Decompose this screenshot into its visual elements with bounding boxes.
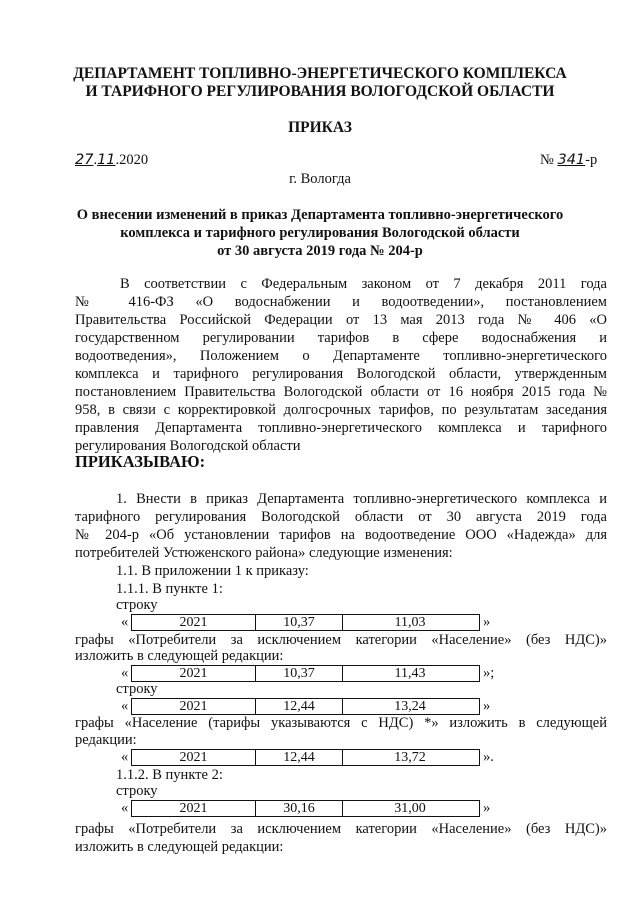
preamble-line: В соответствии с Федеральным законом от 7 декабря 2011 года: [120, 276, 607, 292]
cell-value-1: 10,37: [256, 666, 343, 681]
item1-line: № 204-р «Об установлении тарифов на водоотведение ООО «Надежда» для: [75, 527, 607, 543]
cell-value-2: 31,00: [394, 801, 426, 816]
word-row: строку: [116, 681, 158, 697]
preamble-line: 958, в связи с корректировкой долгосрочных тарифов, по результатам заседания: [75, 402, 607, 418]
title-line2: комплекса и тарифного регулирования Вологодской области: [120, 225, 520, 241]
date-year: .2020: [115, 152, 149, 168]
city: г. Вологда: [289, 171, 351, 187]
cell-value-1: 12,44: [256, 699, 343, 714]
number-value: 341: [557, 152, 586, 168]
preamble-line: № 416-ФЗ «О водоснабжении и водоотведении», постановлением: [75, 294, 607, 310]
graph-non-population-text: графы «Потребители за исключением категории «Население» (без НДС)»: [75, 632, 607, 648]
department-name-line2: И ТАРИФНОГО РЕГУЛИРОВАНИЯ ВОЛОГОДСКОЙ ОБЛАСТИ: [85, 83, 555, 100]
edit-as-text: редакции:: [75, 732, 137, 748]
tariff-table: [131, 698, 480, 715]
cell-value-2: 11,03: [394, 615, 426, 630]
cell-year: 2021: [132, 615, 256, 630]
word-row: строку: [116, 783, 158, 799]
title-line1: О внесении изменений в приказ Департамента топливно-энергетического: [76, 207, 564, 223]
cell-value-1: 10,37: [256, 615, 343, 630]
tariff-table: [131, 749, 480, 766]
cell-value-1: 12,44: [256, 750, 343, 765]
title-line3: от 30 августа 2019 года № 204-р: [217, 243, 423, 259]
subitem-1-1-2: 1.1.2. В пункте 2:: [116, 767, 223, 783]
graph-non-population-text: графы «Потребители за исключением категории «Население» (без НДС)»: [75, 821, 607, 837]
edit-as-text: изложить в следующей редакции:: [75, 839, 284, 855]
cell-value-2: 13,24: [394, 699, 426, 714]
order-word: ПРИКАЗЫВАЮ:: [75, 452, 206, 471]
cell-year: 2021: [132, 801, 256, 816]
cell-value-2: 11,43: [394, 666, 426, 681]
preamble-line: водоотведения», Положением о Департаменте топливно-энергетического: [75, 348, 607, 364]
preamble-line: комплекса и тарифного регулирования Вологодской области, утвержденным: [75, 366, 607, 382]
subitem-1-1: 1.1. В приложении 1 к приказу:: [116, 563, 309, 579]
document-number: № 341-р: [540, 152, 598, 168]
document-type: ПРИКАЗ: [288, 119, 352, 136]
date-day: 27: [75, 152, 94, 168]
graph-population-text: графы «Население (тарифы указываются с НДС) *» изложить в следующей: [75, 715, 607, 731]
cell-value-2: 13,72: [394, 750, 426, 765]
cell-year: 2021: [132, 750, 256, 765]
preamble-line: постановлением Правительства Вологодской области от 16 ноября 2015 года №: [75, 384, 607, 400]
preamble-line: Правительства Российской Федерации от 13 мая 2013 года № 406 «О: [75, 312, 607, 328]
document-date: 27.11.2020: [75, 152, 149, 168]
item1-line: тарифного регулирования Вологодской области от 30 августа 2019 года: [75, 509, 607, 525]
edit-as-text: изложить в следующей редакции:: [75, 648, 284, 664]
cell-value-1: 30,16: [256, 801, 343, 816]
tariff-table: [131, 614, 480, 631]
preamble-line: правления Департамента топливно-энергетического комплекса и тарифного: [75, 420, 607, 436]
item1-line: потребителей Устюженского района» следующие изменения:: [75, 545, 453, 561]
department-name-line1: ДЕПАРТАМЕНТ ТОПЛИВНО-ЭНЕРГЕТИЧЕСКОГО КОМПЛЕКСА: [73, 65, 567, 82]
cell-year: 2021: [132, 699, 256, 714]
cell-year: 2021: [132, 666, 256, 681]
word-row: строку: [116, 597, 158, 613]
tariff-table: [131, 665, 480, 682]
preamble-line: государственном регулировании тарифов в сфере водоснабжения и: [75, 330, 607, 346]
preamble-line: регулирования Вологодской области: [75, 438, 301, 454]
item1-line: 1. Внести в приказ Департамента топливно-энергетического комплекса и: [116, 491, 607, 507]
tariff-table: [131, 800, 480, 817]
subitem-1-1-1: 1.1.1. В пункте 1:: [116, 581, 223, 597]
date-month: 11: [97, 152, 116, 168]
